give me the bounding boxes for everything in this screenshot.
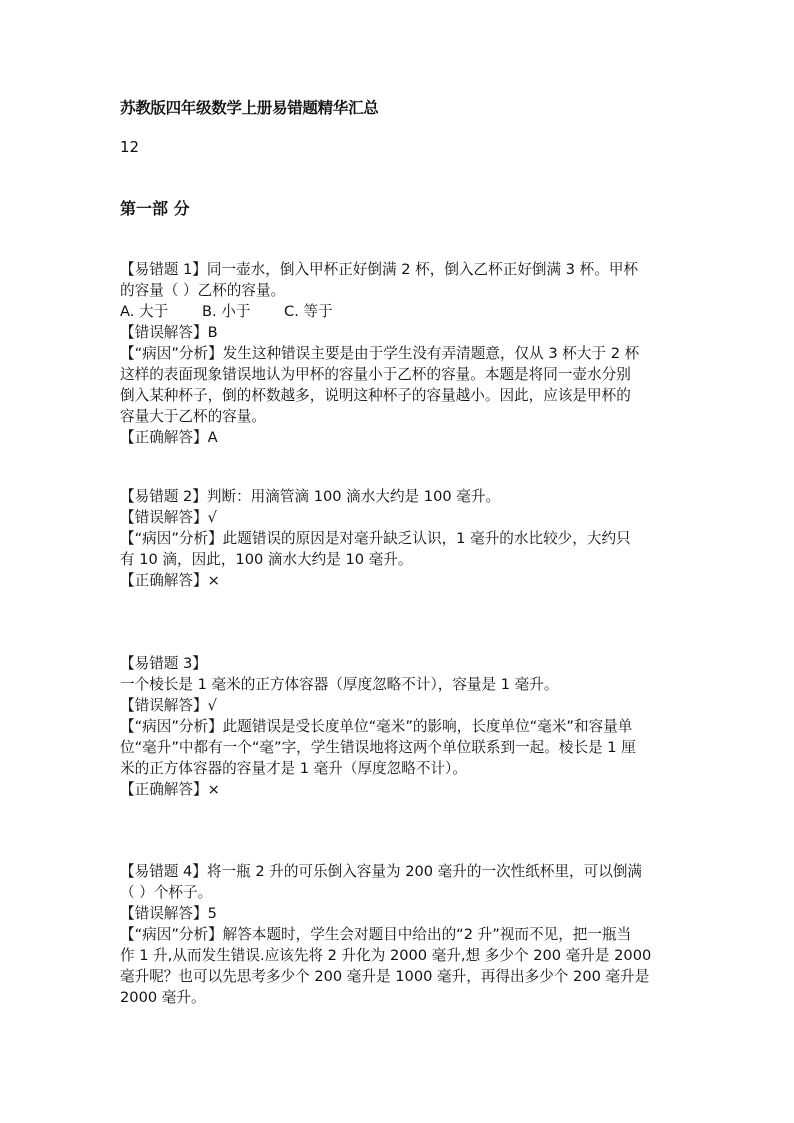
page-number: 12 bbox=[120, 138, 140, 156]
question-2-analysis-line-2: 有 10 滴，因此，100 滴水大约是 10 毫升。 bbox=[120, 551, 413, 568]
question-1-analysis-line-2: 这样的表面现象错误地认为甲杯的容量小于乙杯的容量。本题是将同一壶水分别 bbox=[120, 366, 631, 383]
question-3 bbox=[120, 653, 680, 800]
question-2-correct-answer: 【正确解答】× bbox=[120, 572, 220, 589]
question-1-stem-line-1: 【易错题 1】同一壶水，倒入甲杯正好倒满 2 杯，倒入乙杯正好倒满 3 杯。甲杯 bbox=[120, 261, 639, 278]
question-4-analysis-line-4: 2000 毫升。 bbox=[120, 989, 206, 1006]
question-4-analysis-line-1: 【“病因”分析】解答本题时，学生会对题目中给出的“2 升”视而不见，把一瓶当 bbox=[120, 926, 632, 943]
question-1-wrong-answer: 【错误解答】B bbox=[120, 324, 218, 341]
document-title: 苏教版四年级数学上册易错题精华汇总 bbox=[120, 98, 379, 117]
option-b: B. 小于 bbox=[202, 303, 251, 320]
question-3-analysis-line-1: 【“病因”分析】此题错误是受长度单位“毫米”的影响，长度单位“毫米”和容量单 bbox=[120, 718, 633, 735]
question-4-stem-line-2: （ ）个杯子。 bbox=[120, 884, 213, 901]
question-2-wrong-answer: 【错误解答】√ bbox=[120, 509, 217, 526]
question-3-stem: 一个棱长是 1 毫米的正方体容器（厚度忽略不计），容量是 1 毫升。 bbox=[120, 676, 559, 693]
question-1-analysis-line-4: 容量大于乙杯的容量。 bbox=[120, 408, 266, 425]
question-3-analysis-line-2: 位“毫升”中都有一个“毫”字，学生错误地将这两个单位联系到一起。棱长是 1 厘 bbox=[120, 739, 636, 756]
question-4-analysis-line-2: 作 1 升,从而发生错误.应该先将 2 升化为 2000 毫升,想 多少个 200 毫升是 2000 bbox=[120, 947, 652, 964]
section-heading: 第一部 分 bbox=[120, 199, 190, 218]
question-1-analysis-line-3: 倒入某种杯子，倒的杯数越多，说明这种杯子的容量越小。因此，应该是甲杯的 bbox=[120, 387, 631, 404]
question-3-correct-answer: 【正确解答】× bbox=[120, 781, 220, 798]
question-3-wrong-answer: 【错误解答】√ bbox=[120, 697, 217, 714]
option-c: C. 等于 bbox=[284, 303, 333, 320]
question-3-analysis-line-3: 米的正方体容器的容量才是 1 毫升（厚度忽略不计）。 bbox=[120, 760, 467, 777]
question-4-analysis-line-3: 毫升呢？也可以先思考多少个 200 毫升是 1000 毫升，再得出多少个 200 毫升是 bbox=[120, 968, 650, 985]
question-1 bbox=[120, 259, 680, 448]
question-4 bbox=[120, 861, 680, 1008]
question-2-analysis-line-1: 【“病因”分析】此题错误的原因是对毫升缺乏认识，1 毫升的水比较少，大约只 bbox=[120, 530, 631, 547]
question-4-stem-line-1: 【易错题 4】将一瓶 2 升的可乐倒入容量为 200 毫升的一次性纸杯里，可以倒满 bbox=[120, 863, 643, 880]
question-2-stem: 【易错题 2】判断：用滴管滴 100 滴水大约是 100 毫升。 bbox=[120, 488, 501, 505]
question-1-analysis-line-1: 【“病因”分析】发生这种错误主要是由于学生没有弄清题意，仅从 3 杯大于 2 杯 bbox=[120, 345, 640, 362]
option-a: A. 大于 bbox=[120, 303, 169, 320]
question-1-correct-answer: 【正确解答】A bbox=[120, 429, 218, 446]
question-1-options bbox=[120, 301, 680, 322]
question-3-label: 【易错题 3】 bbox=[120, 655, 207, 672]
question-4-wrong-answer: 【错误解答】5 bbox=[120, 905, 217, 922]
question-1-stem-line-2: 的容量（ ）乙杯的容量。 bbox=[120, 282, 286, 299]
question-2 bbox=[120, 486, 680, 591]
